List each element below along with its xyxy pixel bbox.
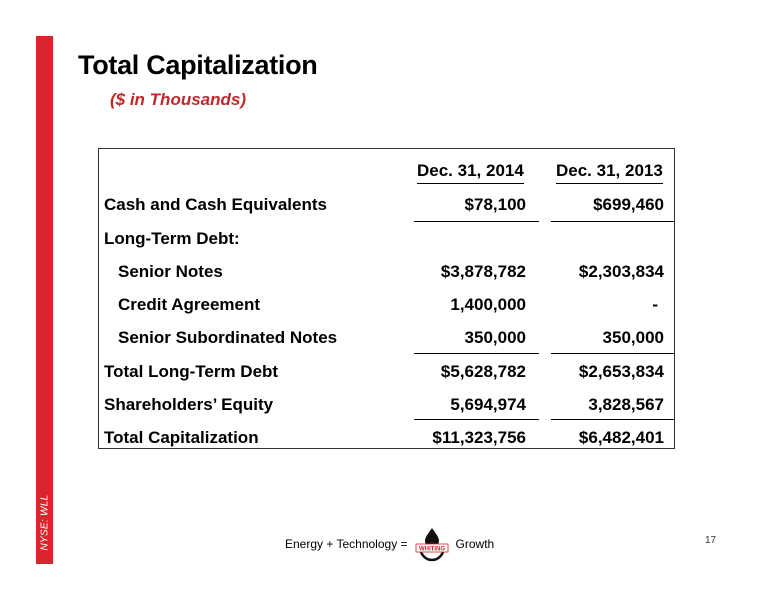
value-2014: $3,878,782 (440, 262, 526, 281)
table-row-long-term-debt-header (99, 223, 674, 256)
footer-left-text: Energy + Technology = (285, 537, 408, 551)
column-header-2013: Dec. 31, 2013 (556, 161, 663, 184)
whiting-logo-icon (412, 526, 452, 562)
slide-subtitle: ($ in Thousands) (110, 90, 246, 109)
column-header-2014: Dec. 31, 2014 (417, 161, 524, 184)
ticker-label: NYSE: WLL (39, 494, 50, 551)
row-label: Shareholders’ Equity (104, 395, 274, 414)
underline-2013 (551, 353, 674, 354)
value-2014: $11,323,756 (432, 428, 526, 447)
value-2014: 1,400,000 (450, 295, 526, 314)
table-row-total-capitalization (99, 422, 674, 455)
row-label: Credit Agreement (118, 295, 261, 314)
table-row-shareholders-equity (99, 389, 674, 422)
value-2014: $5,628,782 (440, 362, 526, 381)
underline-2014 (414, 419, 539, 420)
value-2013: 3,828,567 (588, 395, 664, 414)
footer-right-text: Growth (455, 537, 495, 551)
value-2014: 350,000 (464, 328, 526, 347)
underline-2014 (414, 221, 539, 222)
value-2013: $2,653,834 (578, 362, 664, 381)
value-2014: $78,100 (464, 195, 526, 214)
table-row-senior-subordinated-notes (99, 322, 674, 355)
logo-wordmark: WHITING (418, 546, 445, 553)
row-label: Cash and Cash Equivalents (104, 195, 327, 214)
table-row-senior-notes (99, 256, 674, 289)
row-label: Senior Notes (118, 262, 223, 281)
table-row-total-long-term-debt (99, 356, 674, 389)
underline-2013 (551, 221, 674, 222)
row-label: Total Long-Term Debt (104, 362, 279, 381)
value-2013: - (652, 295, 658, 314)
table-row-credit-agreement (99, 289, 674, 322)
value-2014: 5,694,974 (450, 395, 526, 414)
footer-tagline (285, 526, 494, 562)
value-2013: $699,460 (593, 195, 664, 214)
row-label: Total Capitalization (104, 428, 259, 447)
underline-2014 (414, 353, 539, 354)
value-2013: 350,000 (602, 328, 664, 347)
row-label: Long-Term Debt: (104, 229, 240, 248)
table-row-cash (99, 189, 674, 222)
row-label: Senior Subordinated Notes (118, 328, 338, 347)
value-2013: $2,303,834 (578, 262, 664, 281)
value-2013: $6,482,401 (578, 428, 664, 447)
side-accent-bar (36, 36, 53, 564)
underline-2013 (551, 419, 674, 420)
slide-title: Total Capitalization (78, 50, 318, 80)
capitalization-table (98, 148, 675, 449)
page-number: 17 (705, 535, 717, 546)
